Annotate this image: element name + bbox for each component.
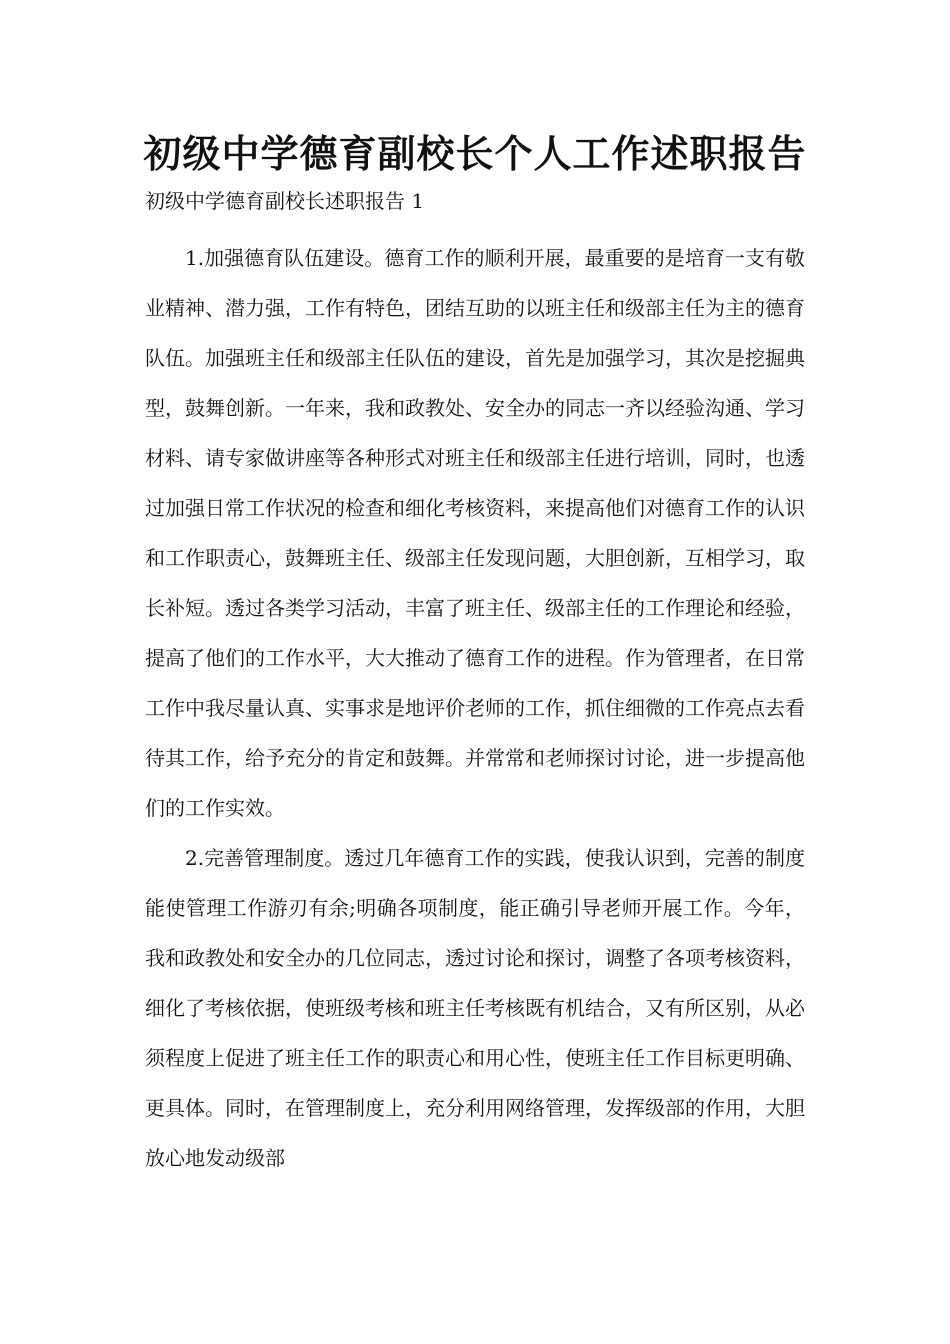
paragraph-2: 2.完善管理制度。透过几年德育工作的实践，使我认识到，完善的制度能使管理工作游刃有余;明确各项制度，能正确引导老师开展工作。今年，我和政教处和安全办的几位同志，透过讨论和探讨，调整了各项考核资料，细化了考核依据，使班级考核和班主任考核既有机结合，又有所区别，从必须程度上促进了班主任工作的职责心和用心性，使班主任工作目标更明确、更具体。同时，在管理制度上，充分利用网络管理，发挥级部的作用，大胆放心地发动级部 <box>145 846 805 1170</box>
document-subtitle: 初级中学德育副校长述职报告 1 <box>145 189 425 213</box>
paragraph-1: 1.加强德育队伍建设。德育工作的顺利开展，最重要的是培育一支有敬业精神、潜力强，工作有特色，团结互助的以班主任和级部主任为主的德育队伍。加强班主任和级部主任队伍的建设，首先是加强学习，其次是挖掘典型，鼓舞创新。一年来，我和政教处、安全办的同志一齐以经验沟通、学习材料、请专家做讲座等各种形式对班主任和级部主任进行培训，同时，也透过加强日常工作状况的检查和细化考核资料，来提高他们对德育工作的认识和工作职责心，鼓舞班主任、级部主任发现问题，大胆创新，互相学习，取长补短。透过各类学习活动，丰富了班主任、级部主任的工作理论和经验，提高了他们的工作水平，大大推动了德育工作的进程。作为管理者，在日常工作中我尽量认真、实事求是地评价老师的工作，抓住细微的工作亮点去看待其工作，给予充分的肯定和鼓舞。并常常和老师探讨讨论，进一步提高他们的工作实效。 <box>145 246 805 820</box>
document-title: 初级中学德育副校长个人工作述职报告 <box>143 131 807 176</box>
document-body <box>145 233 805 1183</box>
